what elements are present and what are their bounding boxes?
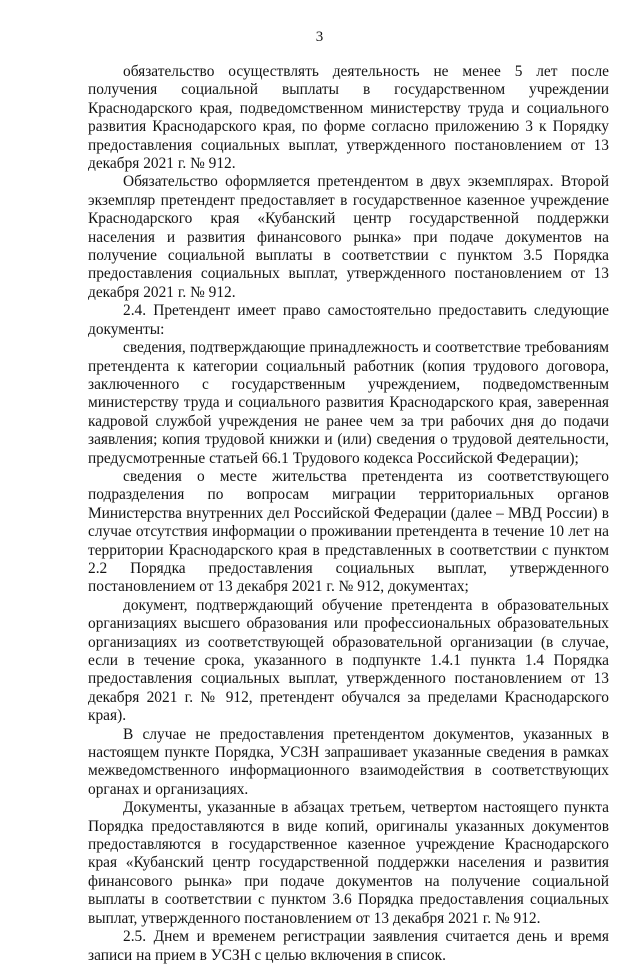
document-body (88, 63, 609, 965)
paragraph-obligation-copies: Обязательство оформляется претендентом в двух экземплярах. Второй экземпляр претендент предоставляет в государственное казенное учреждение Краснодарского края «Кубанский центр государственной поддержки населения и развития финансового рынка» при подаче документов на получение социальной выплаты в соответствии с пунктом 3.5 Порядка предоставления социальных выплат, утвержденного постановлением от 13 декабря 2021 г. № 912. (88, 173, 609, 301)
paragraph-2-4: 2.4. Претендент имеет право самостоятельно предоставить следующие документы: (88, 302, 609, 338)
paragraph-employment-info: сведения, подтверждающие принадлежность и соответствие требованиям претендента к категории социальный работник (копия трудового договора, заключенного с государственным учреждением, подведомственным министерству труда и социального развития Краснодарского края, заверенная кадровой службой учреждения не ранее чем за три рабочих дня до подачи заявления; копия трудовой книжки и (или) сведения о трудовой деятельности, предусмотренные статьей 66.1 Трудового кодекса Российской Федерации); (88, 339, 609, 467)
page-number: 3 (315, 29, 324, 45)
paragraph-obligation: обязательство осуществлять деятельность не менее 5 лет после получения социальной выплаты в государственном учреждении Краснодарского края, подведомственном министерству труда и социального развития Краснодарского края, по форме согласно приложению 3 к Порядку предоставления социальных выплат, утвержденного постановлением от 13 декабря 2021 г. № 912. (88, 63, 609, 173)
paragraph-education-document: документ, подтверждающий обучение претендента в образовательных организациях высшего образования или профессиональных образовательных организациях из соответствующей образовательной организации (в случае, если в течение срока, указанного в подпункте 1.4.1 пункта 1.4 Порядка предоставления социальных выплат, утвержденного постановлением от 13 декабря 2021 г. № 912, претендент обучался за пределами Краснодарского края). (88, 596, 609, 725)
paragraph-interagency-request: В случае не предоставления претендентом документов, указанных в настоящем пункте Порядка, УСЗН запрашивает указанные сведения в рамках межведомственного информационного взаимодействия в соответствующих органах и организациях. (88, 725, 609, 798)
paragraph-document-copies: Документы, указанные в абзацах третьем, четвертом настоящего пункта Порядка предоставляются в виде копий, оригиналы указанных документов предоставляются в государственное казенное учреждение Краснодарского края «Кубанский центр государственной поддержки населения и развития финансового рынка» при подаче документов на получение социальной выплаты в соответствии с пунктом 3.6 Порядка предоставления социальных выплат, утвержденного постановлением от 13 декабря 2021 г. № 912. (88, 799, 609, 927)
paragraph-2-5: 2.5. Днем и временем регистрации заявления считается день и время записи на прием в УСЗН с целью включения в список. (88, 928, 609, 964)
paragraph-residence-info: сведения о месте жительства претендента из соответствующего подразделения по вопросам миграции территориальных органов Министерства внутренних дел Российской Федерации (далее – МВД России) в случае отсутствия информации о проживании претендента в течение 10 лет на территории Краснодарского края в представленных в соответствии с пунктом 2.2 Порядка предоставления социальных выплат, утвержденного постановлением от 13 декабря 2021 г. № 912, документах; (88, 467, 609, 596)
